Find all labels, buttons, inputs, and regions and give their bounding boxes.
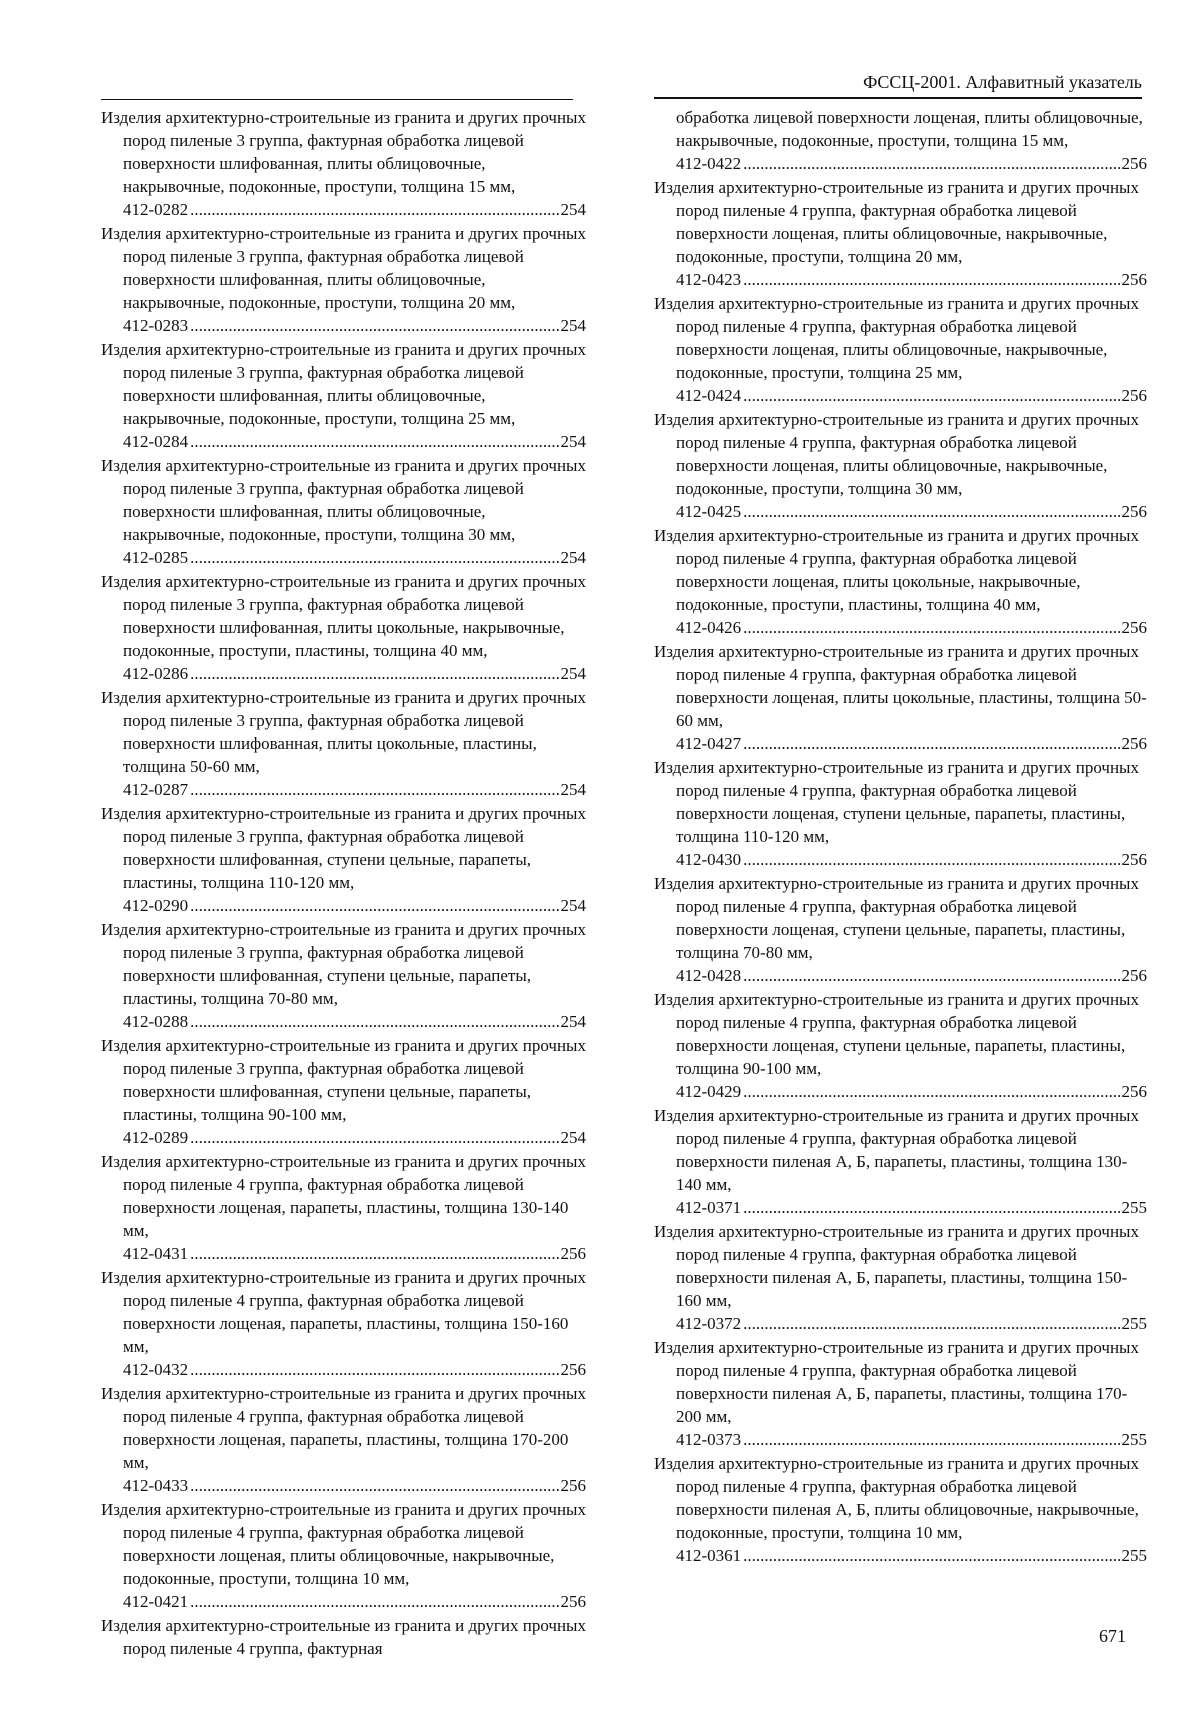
dot-leader: [743, 268, 1119, 291]
dot-leader: [743, 732, 1119, 755]
entry-text: Изделия архитектурно-строительные из гранита и других прочных пород пиленые 4 группа, фактурная обработка лицевой поверхности лощеная, парапеты, пластины, толщина 150-160 мм,: [101, 1268, 586, 1356]
entry-leader-line: [123, 1590, 586, 1613]
entry-code: 412-0431: [123, 1244, 189, 1263]
dot-leader: [190, 894, 558, 917]
index-entry: [654, 176, 1147, 291]
dot-leader: [743, 500, 1119, 523]
entry-leader-line: [676, 268, 1147, 291]
entry-leader-line: [123, 1358, 586, 1381]
dot-leader: [190, 430, 558, 453]
entry-page-number: 256: [560, 1592, 586, 1611]
dot-leader: [190, 198, 558, 221]
dot-leader: [190, 1242, 558, 1265]
entry-leader-line: [123, 1126, 586, 1149]
entry-page-number: 254: [560, 664, 586, 683]
entry-leader-line: [123, 778, 586, 801]
entry-text: Изделия архитектурно-строительные из гранита и других прочных пород пиленые 4 группа, фактурная обработка лицевой поверхности лощеная, плиты цокольные, накрывочные, подоконные, проступи, пластины, толщина 40 мм,: [654, 526, 1139, 614]
index-entry: [101, 570, 586, 685]
entry-code: 412-0371: [676, 1198, 742, 1217]
entry-text: Изделия архитектурно-строительные из гранита и других прочных пород пиленые 3 группа, фактурная обработка лицевой поверхности шлифованная, плиты облицовочные, накрывочные, подоконные, проступи, толщина 30 мм,: [101, 456, 586, 544]
entry-page-number: 256: [1121, 1082, 1147, 1101]
entry-page-number: 254: [560, 316, 586, 335]
entry-text: Изделия архитектурно-строительные из гранита и других прочных пород пиленые 4 группа, фактурная обработка лицевой поверхности лощеная, парапеты, пластины, толщина 130-140 мм,: [101, 1152, 586, 1240]
entry-page-number: 256: [1121, 618, 1147, 637]
entry-text: Изделия архитектурно-строительные из гранита и других прочных пород пиленые 4 группа, фактурная обработка лицевой поверхности лощеная, плиты облицовочные, накрывочные, подоконные, проступи, толщина 20 мм,: [654, 178, 1139, 266]
header-rule: [654, 97, 1142, 99]
index-entry: [101, 106, 586, 221]
entry-text: Изделия архитектурно-строительные из гранита и других прочных пород пиленые 4 группа, фактурная обработка лицевой поверхности лощеная, ступени цельные, парапеты, пластины, толщина 110-120 мм,: [654, 758, 1139, 846]
entry-page-number: 254: [560, 200, 586, 219]
entry-text: Изделия архитектурно-строительные из гранита и других прочных пород пиленые 4 группа, фактурная обработка лицевой поверхности лощеная, ступени цельные, парапеты, пластины, толщина 90-100 мм,: [654, 990, 1139, 1078]
entry-code: 412-0433: [123, 1476, 189, 1495]
entry-leader-line: [676, 152, 1147, 175]
entry-page-number: 255: [1121, 1430, 1147, 1449]
dot-leader: [190, 314, 558, 337]
entry-code: 412-0430: [676, 850, 742, 869]
entry-leader-line: [676, 1312, 1147, 1335]
entry-page-number: 256: [1121, 270, 1147, 289]
entry-page-number: 256: [1121, 154, 1147, 173]
entry-leader-line: [123, 430, 586, 453]
dot-leader: [743, 848, 1119, 871]
entry-leader-line: [123, 314, 586, 337]
entry-code: 412-0282: [123, 200, 189, 219]
entry-page-number: 254: [560, 548, 586, 567]
index-entry: [654, 524, 1147, 639]
index-column-right: [654, 106, 1147, 1568]
page-header: ФССЦ-2001. Алфавитный указатель: [863, 72, 1142, 92]
entry-page-number: 254: [560, 1012, 586, 1031]
dot-leader: [743, 964, 1119, 987]
dot-leader: [190, 662, 558, 685]
entry-leader-line: [676, 616, 1147, 639]
entry-text: Изделия архитектурно-строительные из гранита и других прочных пород пиленые 4 группа, фактурная обработка лицевой поверхности лощеная, плиты облицовочные, накрывочные, подоконные, проступи, толщина 25 мм,: [654, 294, 1139, 382]
index-entry: [101, 222, 586, 337]
entry-page-number: 254: [560, 780, 586, 799]
entry-page-number: 256: [560, 1244, 586, 1263]
entry-page-number: 256: [1121, 386, 1147, 405]
index-entry: [101, 802, 586, 917]
entry-page-number: 256: [1121, 502, 1147, 521]
dot-leader: [743, 1312, 1119, 1335]
entry-page-number: 256: [560, 1360, 586, 1379]
entry-code: 412-0424: [676, 386, 742, 405]
index-entry: [101, 1266, 586, 1381]
index-entry: [654, 756, 1147, 871]
index-entry: [654, 872, 1147, 987]
index-entry: [654, 408, 1147, 523]
entry-code: 412-0422: [676, 154, 742, 173]
dot-leader: [743, 616, 1119, 639]
index-entry: [101, 1498, 586, 1613]
dot-leader: [190, 1590, 558, 1613]
index-entry: [654, 1220, 1147, 1335]
entry-code: 412-0432: [123, 1360, 189, 1379]
index-entry: [101, 1614, 586, 1660]
entry-leader-line: [676, 1080, 1147, 1103]
entry-code: 412-0428: [676, 966, 742, 985]
entry-text: Изделия архитектурно-строительные из гранита и других прочных пород пиленые 4 группа, фактурная обработка лицевой поверхности лощеная, ступени цельные, парапеты, пластины, толщина 70-80 мм,: [654, 874, 1139, 962]
entry-code: 412-0421: [123, 1592, 189, 1611]
entry-text: Изделия архитектурно-строительные из гранита и других прочных пород пиленые 3 группа, фактурная обработка лицевой поверхности шлифованная, плиты облицовочные, накрывочные, подоконные, проступи, толщина 15 мм,: [101, 108, 586, 196]
entry-text: Изделия архитектурно-строительные из гранита и других прочных пород пиленые 4 группа, фактурная обработка лицевой поверхности лощеная, плиты цокольные, пластины, толщина 50-60 мм,: [654, 642, 1147, 730]
dot-leader: [743, 1080, 1119, 1103]
index-entry: [101, 686, 586, 801]
entry-leader-line: [123, 546, 586, 569]
index-entry: [654, 1336, 1147, 1451]
entry-code: 412-0429: [676, 1082, 742, 1101]
entry-code: 412-0423: [676, 270, 742, 289]
entry-leader-line: [676, 384, 1147, 407]
index-column-left: [101, 106, 586, 1661]
dot-leader: [743, 384, 1119, 407]
entry-leader-line: [676, 964, 1147, 987]
entry-text: Изделия архитектурно-строительные из гранита и других прочных пород пиленые 3 группа, фактурная обработка лицевой поверхности шлифованная, плиты облицовочные, накрывочные, подоконные, проступи, толщина 20 мм,: [101, 224, 586, 312]
dot-leader: [190, 1126, 558, 1149]
entry-text: Изделия архитектурно-строительные из гранита и других прочных пород пиленые 4 группа, фактурная обработка лицевой поверхности лощеная, плиты облицовочные, накрывочные, подоконные, проступи, толщина 30 мм,: [654, 410, 1139, 498]
index-entry: [654, 1452, 1147, 1567]
entry-page-number: 254: [560, 432, 586, 451]
entry-code: 412-0427: [676, 734, 742, 753]
entry-leader-line: [676, 1544, 1147, 1567]
entry-leader-line: [676, 500, 1147, 523]
entry-code: 412-0284: [123, 432, 189, 451]
entry-page-number: 256: [1121, 734, 1147, 753]
entry-code: 412-0287: [123, 780, 189, 799]
entry-leader-line: [676, 1428, 1147, 1451]
entry-code: 412-0361: [676, 1546, 742, 1565]
entry-code: 412-0288: [123, 1012, 189, 1031]
entry-code: 412-0372: [676, 1314, 742, 1333]
column-top-rule: [101, 99, 573, 100]
entry-leader-line: [123, 662, 586, 685]
entry-code: 412-0283: [123, 316, 189, 335]
index-entry: [654, 640, 1147, 755]
index-entry: [101, 1382, 586, 1497]
entry-page-number: 256: [1121, 966, 1147, 985]
dot-leader: [190, 1010, 558, 1033]
entry-code: 412-0285: [123, 548, 189, 567]
dot-leader: [743, 1544, 1119, 1567]
entry-page-number: 254: [560, 896, 586, 915]
entry-text: Изделия архитектурно-строительные из гранита и других прочных пород пиленые 4 группа, фактурная обработка лицевой поверхности пиленая А, Б, парапеты, пластины, толщина 170-200 мм,: [654, 1338, 1139, 1426]
entry-text: Изделия архитектурно-строительные из гранита и других прочных пород пиленые 4 группа, фактурная обработка лицевой поверхности пиленая А, Б, парапеты, пластины, толщина 130-140 мм,: [654, 1106, 1139, 1194]
entry-leader-line: [123, 198, 586, 221]
entry-page-number: 255: [1121, 1314, 1147, 1333]
index-entry: [101, 1150, 586, 1265]
entry-leader-line: [123, 1242, 586, 1265]
entry-text: Изделия архитектурно-строительные из гранита и других прочных пород пиленые 3 группа, фактурная обработка лицевой поверхности шлифованная, ступени цельные, парапеты, пластины, толщина 90-100 мм,: [101, 1036, 586, 1124]
entry-text: обработка лицевой поверхности лощеная, плиты облицовочные, накрывочные, подоконные, проступи, толщина 15 мм,: [676, 108, 1143, 150]
index-entry: [654, 292, 1147, 407]
entry-code: 412-0425: [676, 502, 742, 521]
entry-page-number: 255: [1121, 1198, 1147, 1217]
entry-leader-line: [676, 848, 1147, 871]
index-entry: [101, 338, 586, 453]
entry-leader-line: [123, 894, 586, 917]
entry-code: 412-0426: [676, 618, 742, 637]
entry-leader-line: [676, 1196, 1147, 1219]
index-entry: [101, 918, 586, 1033]
dot-leader: [190, 1474, 558, 1497]
page-number: 671: [1099, 1626, 1126, 1646]
entry-page-number: 256: [1121, 850, 1147, 869]
entry-leader-line: [123, 1010, 586, 1033]
entry-text: Изделия архитектурно-строительные из гранита и других прочных пород пиленые 4 группа, фактурная обработка лицевой поверхности пиленая А, Б, плиты облицовочные, накрывочные, подоконные, проступи, толщина 10 мм,: [654, 1454, 1139, 1542]
entry-text: Изделия архитектурно-строительные из гранита и других прочных пород пиленые 3 группа, фактурная обработка лицевой поверхности шлифованная, плиты облицовочные, накрывочные, подоконные, проступи, толщина 25 мм,: [101, 340, 586, 428]
dot-leader: [190, 1358, 558, 1381]
entry-page-number: 254: [560, 1128, 586, 1147]
dot-leader: [743, 152, 1119, 175]
entry-code: 412-0286: [123, 664, 189, 683]
index-entry: [101, 454, 586, 569]
entry-text: Изделия архитектурно-строительные из гранита и других прочных пород пиленые 3 группа, фактурная обработка лицевой поверхности шлифованная, плиты цокольные, пластины, толщина 50-60 мм,: [101, 688, 586, 776]
entry-text: Изделия архитектурно-строительные из гранита и других прочных пород пиленые 4 группа, фактурная обработка лицевой поверхности пиленая А, Б, парапеты, пластины, толщина 150-160 мм,: [654, 1222, 1139, 1310]
entry-text: Изделия архитектурно-строительные из гранита и других прочных пород пиленые 4 группа, фактурная обработка лицевой поверхности лощеная, парапеты, пластины, толщина 170-200 мм,: [101, 1384, 586, 1472]
dot-leader: [190, 546, 558, 569]
index-entry: [654, 106, 1147, 175]
index-entry: [101, 1034, 586, 1149]
entry-leader-line: [676, 732, 1147, 755]
entry-page-number: 255: [1121, 1546, 1147, 1565]
entry-code: 412-0289: [123, 1128, 189, 1147]
entry-text: Изделия архитектурно-строительные из гранита и других прочных пород пиленые 4 группа, фактурная обработка лицевой поверхности лощеная, плиты облицовочные, накрывочные, подоконные, проступи, толщина 10 мм,: [101, 1500, 586, 1588]
entry-leader-line: [123, 1474, 586, 1497]
dot-leader: [743, 1428, 1119, 1451]
entry-text: Изделия архитектурно-строительные из гранита и других прочных пород пиленые 3 группа, фактурная обработка лицевой поверхности шлифованная, ступени цельные, парапеты, пластины, толщина 70-80 мм,: [101, 920, 586, 1008]
dot-leader: [743, 1196, 1119, 1219]
entry-text: Изделия архитектурно-строительные из гранита и других прочных пород пиленые 3 группа, фактурная обработка лицевой поверхности шлифованная, ступени цельные, парапеты, пластины, толщина 110-120 мм,: [101, 804, 586, 892]
entry-code: 412-0373: [676, 1430, 742, 1449]
entry-page-number: 256: [560, 1476, 586, 1495]
index-entry: [654, 1104, 1147, 1219]
entry-text: Изделия архитектурно-строительные из гранита и других прочных пород пиленые 4 группа, фактурная: [101, 1616, 586, 1658]
entry-text: Изделия архитектурно-строительные из гранита и других прочных пород пиленые 3 группа, фактурная обработка лицевой поверхности шлифованная, плиты цокольные, накрывочные, подоконные, проступи, пластины, толщина 40 мм,: [101, 572, 586, 660]
index-entry: [654, 988, 1147, 1103]
entry-code: 412-0290: [123, 896, 189, 915]
dot-leader: [190, 778, 558, 801]
